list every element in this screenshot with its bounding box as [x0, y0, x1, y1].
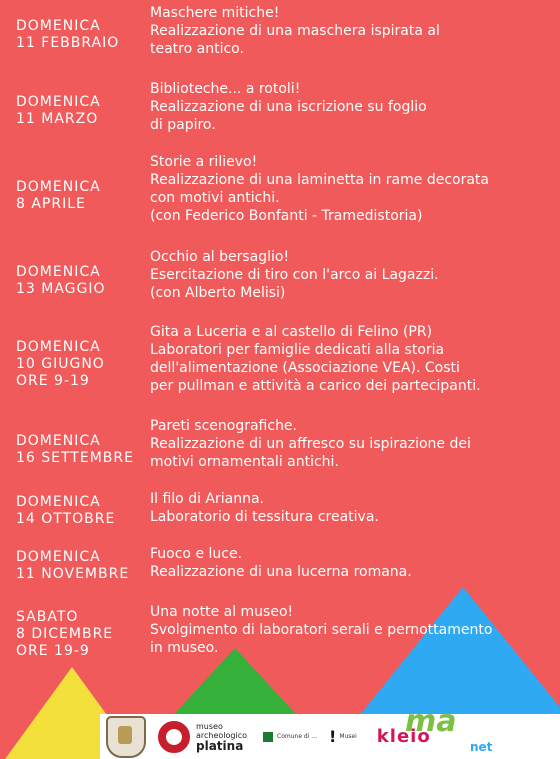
event-date: DOMENICA 14 OTTOBRE	[16, 494, 116, 527]
event-date: DOMENICA 10 GIUGNO ORE 9-19	[16, 339, 105, 389]
event-date: DOMENICA 11 MARZO	[16, 94, 101, 127]
kleio-logo: kleio	[376, 726, 431, 747]
municipality-crest-logo	[106, 716, 146, 758]
musei-logo: ! Musei	[329, 727, 357, 746]
comune-logo: Comune di ...	[263, 732, 317, 742]
manet-logo: ma	[405, 704, 457, 739]
exclamation-icon: !	[329, 727, 337, 746]
event-description: Biblioteche... a rotoli! Realizzazione di una iscrizione su foglio di papiro.	[150, 81, 427, 133]
event-description: Storie a rilievo! Realizzazione di una laminetta in rame decorata con motivi antichi. (con Federico Bonfanti - Tramedistoria)	[150, 154, 489, 224]
event-description: Fuoco e luce. Realizzazione di una lucerna romana.	[150, 546, 412, 580]
museo-ring-icon	[158, 721, 190, 753]
event-date: DOMENICA 8 APRILE	[16, 179, 101, 212]
event-description: Occhio al bersaglio! Esercitazione di tiro con l'arco ai Lagazzi. (con Alberto Melisi)	[150, 249, 439, 301]
museo-platina-logo: museo archeologico platina	[146, 721, 247, 753]
green-square-icon	[263, 732, 273, 742]
manet-net-text: net	[470, 740, 493, 754]
event-date: DOMENICA 16 SETTEMBRE	[16, 433, 134, 466]
event-description: Maschere mitiche! Realizzazione di una maschera ispirata al teatro antico.	[150, 5, 440, 57]
event-date: DOMENICA 13 MAGGIO	[16, 264, 106, 297]
event-date: SABATO 8 DICEMBRE ORE 19-9	[16, 609, 114, 659]
event-description: Una notte al museo! Svolgimento di laboratori serali e pernottamento in museo.	[150, 604, 493, 656]
event-date: DOMENICA 11 FEBBRAIO	[16, 18, 120, 51]
event-date: DOMENICA 11 NOVEMBRE	[16, 549, 130, 582]
event-description: Il filo di Arianna. Laboratorio di tessitura creativa.	[150, 491, 379, 525]
event-description: Gita a Luceria e al castello di Felino (PR) Laboratori per famiglie dedicati alla storia dell'alimentazione (Associazione VEA). Costi per pullman e attività a carico dei partecipanti.	[150, 324, 481, 394]
event-description: Pareti scenografiche. Realizzazione di un affresco su ispirazione dei motivi ornamentali antichi.	[150, 418, 471, 470]
